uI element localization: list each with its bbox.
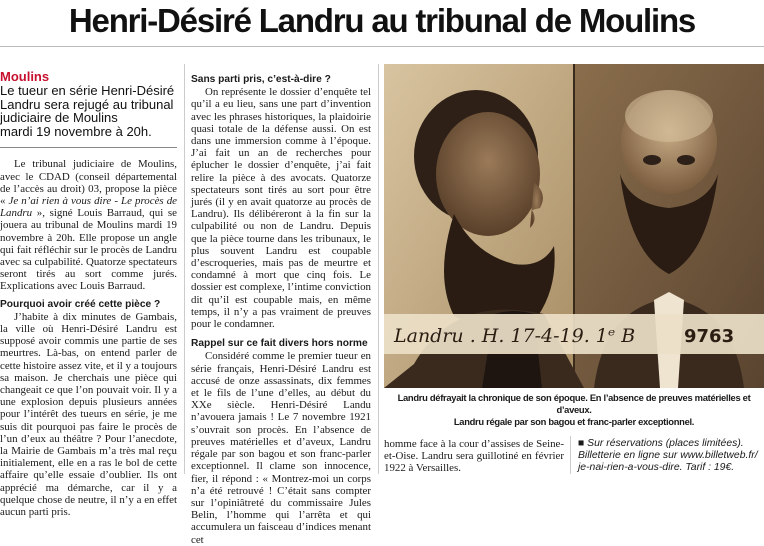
deck-rule: [0, 147, 177, 148]
headline-rule: [0, 46, 764, 47]
info-price: je-nai-rien-a-vous-dire. Tarif : 19€.: [578, 461, 735, 473]
headline: Henri-Désiré Landru au tribunal de Moulins: [68, 2, 696, 39]
deck-line: mardi 19 novembre à 20h.: [0, 123, 152, 139]
photo-caption: [384, 392, 764, 428]
mugshot-photo: [384, 64, 764, 388]
info-divider: [570, 436, 571, 474]
caption-line: Landru défrayait la chronique de son époque. En l’absence de preuves matérielles et d’aveux.: [397, 392, 751, 415]
deck-line: Landru sera rejugé au tribunal: [0, 96, 174, 112]
intro-paragraph: [0, 158, 177, 292]
section-kicker: Moulins: [0, 69, 50, 84]
plate-number: 9763: [684, 326, 735, 347]
column-1: [0, 70, 177, 518]
question-2: Sans parti pris, c’est-à-dire ?: [191, 74, 331, 85]
question-1: Pourquoi avoir créé cette pièce ?: [0, 298, 161, 310]
article-deck: [0, 84, 177, 138]
intro-text-end: », signé Louis Barraud, qui se jouera au tribunal de Moulins mardi 19 novembre à 20h. Elle propose un angle qui fait réfléchir sur le procès de Landru avec sa culpabilité. Quatorze spectateurs seront tirés au sort comme jurés. Explications avec Louis Barraud.: [0, 207, 177, 293]
plate-text: Landru . H. 17-4-19. 1ᵉ B: [394, 325, 636, 347]
answer-2: On représente le dossier d’enquête tel qu’il a eu lieu, sans une part d’invention avec les phrases historiques, la plaidoirie quasi totale de la défense aussi. On est dans une immersion comme à l’époque. J’ai fait un an de recherches pour éplucher le dossier d’enquête, j’ai fait relire la pièce à des avocats. Quatorze spectateurs sont tirés au sort pour être jurés (il y en avait quatorze au procès de Landru). Ils délibéreront à la fin sur la culpabilité ou non de Landru. Depuis que la pièce tourne dans les tribunaux, le plus souvent Landru est coupable d’escroqueries, mais pas de meurtre et condamné à mort que cinq fois. Le dossier est complexe, l’intime conviction dit qu’il est coupable mais, en même temps, il n’y a pas vraiment de preuves pour le condamner.: [191, 86, 371, 331]
answer-3: Considéré comme le premier tueur en série français, Henri-Désiré Landru est accusé de onze assassinats, dix femmes et le fils de l’une d’elles, au début du XXe siècle. Henri-Désiré Landu n’avouera jamais ! Le 7 novembre 1921 s’ouvrait son procès. En l’absence de preuves matérielles et d’aveux, Landru régale par son bagou et son franc-parler exceptionnel. Il clame son innocence, fier, il répond : « Montrez-moi un corps n’a été retrouvé ! C’était sans compter sur l’opiniâtreté du commissaire Jules Belin, l’homme qui l’arrêta et qui accumulera un faisceau d’indices menant cet: [191, 350, 371, 546]
column-divider: [378, 64, 379, 474]
subheading-recap: Rappel sur ce fait divers hors norme: [191, 338, 368, 350]
answer-3-continued: homme face à la cour d’assises de Seine-et-Oise. Landru sera guillotiné en février 1922 à Versailles.: [384, 438, 564, 475]
mugshot-image: [384, 64, 764, 388]
deck-line: judiciaire de Moulins: [0, 110, 118, 126]
info-reservation: Sur réservations (places limitées).: [587, 438, 744, 449]
info-ticketing-link[interactable]: Billetterie en ligne sur www.billetweb.fr/: [578, 449, 758, 461]
bullet-icon: ■: [578, 438, 585, 449]
column-divider: [184, 64, 185, 474]
deck-line: Le tueur en série Henri-Désiré: [0, 83, 175, 98]
column-2: [191, 74, 371, 546]
caption-line: Landru régale par son bagou et franc-parler exceptionnel.: [453, 416, 695, 427]
intro-text: Le tribunal judiciaire de Moulins, avec le CDAD (conseil départemental de l’accès au droit) 03, propose la pièce «: [0, 158, 177, 207]
ticket-info: [578, 438, 764, 473]
column-3: [384, 438, 564, 475]
play-title: Je n’ai rien à vous dire - Le procès de Landru: [0, 194, 177, 220]
answer-1: J’habite à dix minutes de Gambais, la ville où Henri-Désiré Landru est supposé avoir commis une partie de ses meurtres. Là-bas, on entend parler de cette histoire assez vite, et il y a toujours sa maison. Je cherchais une pièce qui changeait ce que l’on pouvait voir. Il y a une explosion depuis plusieurs années pour l’intérêt des tueurs en série, je me suis dit pourquoi pas faire le procès de l’un d’eux au théâtre ? Pour l’anecdote, la Mairie de Gambais m’a très mal reçu initialement, elle en a ras le bol de cette affaire qu’elle essaie d’oublier. Ils ont apprécié ma démarche, car il y a quelque chose de neutre, il n’y a en effet aucun parti pris.: [0, 310, 177, 519]
